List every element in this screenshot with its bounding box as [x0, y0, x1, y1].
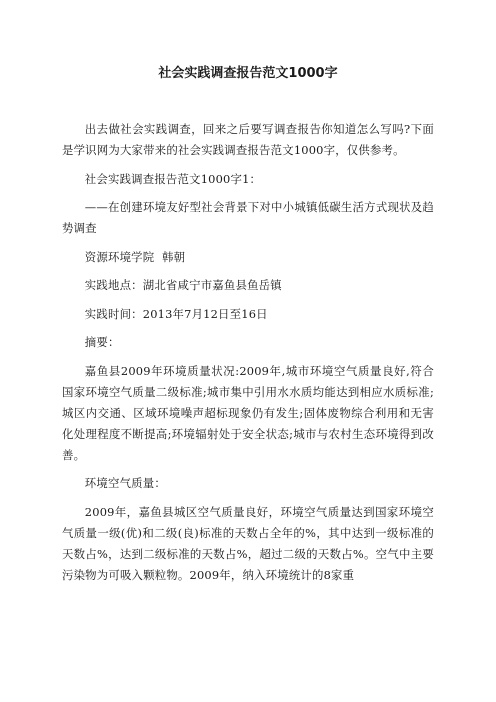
paragraph-air-quality: 2009年，嘉鱼县城区空气质量良好，环境空气质量达到国家环境空气质量一级(优)和二级(良)标准的天数占全年的%，其中达到一级标准的天数占%，达到二级标准的天数占%，超过二级的天数占%。空气中主要污染物为可吸入颗粒物。2009年，纳入环境统计的8家重 — [62, 504, 434, 582]
paragraph-date: 实践时间：2013年7月12日至16日 — [84, 306, 268, 321]
document-title: 社会实践调查报告范文1000字 — [158, 66, 338, 81]
paragraph-section-heading: 社会实践调查报告范文1000字1： — [84, 171, 262, 186]
paragraph-intro: 出去做社会实践调查，回来之后要写调查报告你知道怎么写吗?下面是学识网为大家带来的社会实践调查报告范文1000字，仅供参考。 — [62, 122, 434, 157]
paragraph-author: 资源环境学院 韩朝 — [84, 249, 186, 264]
paragraph-abstract-label: 摘要： — [84, 335, 120, 349]
paragraph-air-quality-label: 环境空气质量： — [84, 476, 166, 490]
paragraph-location: 实践地点：湖北省咸宁市嘉鱼县鱼岳镇 — [84, 278, 282, 292]
document-body — [62, 119, 434, 593]
paragraph-subtitle: ——在创建环境友好型社会背景下对中小城镇低碳生活方式现状及趋势调查 — [62, 200, 434, 235]
paragraph-abstract: 嘉鱼县2009年环境质量状况:2009年,城市环境空气质量良好,符合国家环境空气质量二级标准;城市集中引用水水质均能达到相应水质标准;城区内交通、区域环境噪声超标现象仍有发生;固体废物综合利用和无害化处理程度不断提高;环境辐射处于安全状态;城市与农村生态环境得到改善。 — [62, 363, 434, 462]
